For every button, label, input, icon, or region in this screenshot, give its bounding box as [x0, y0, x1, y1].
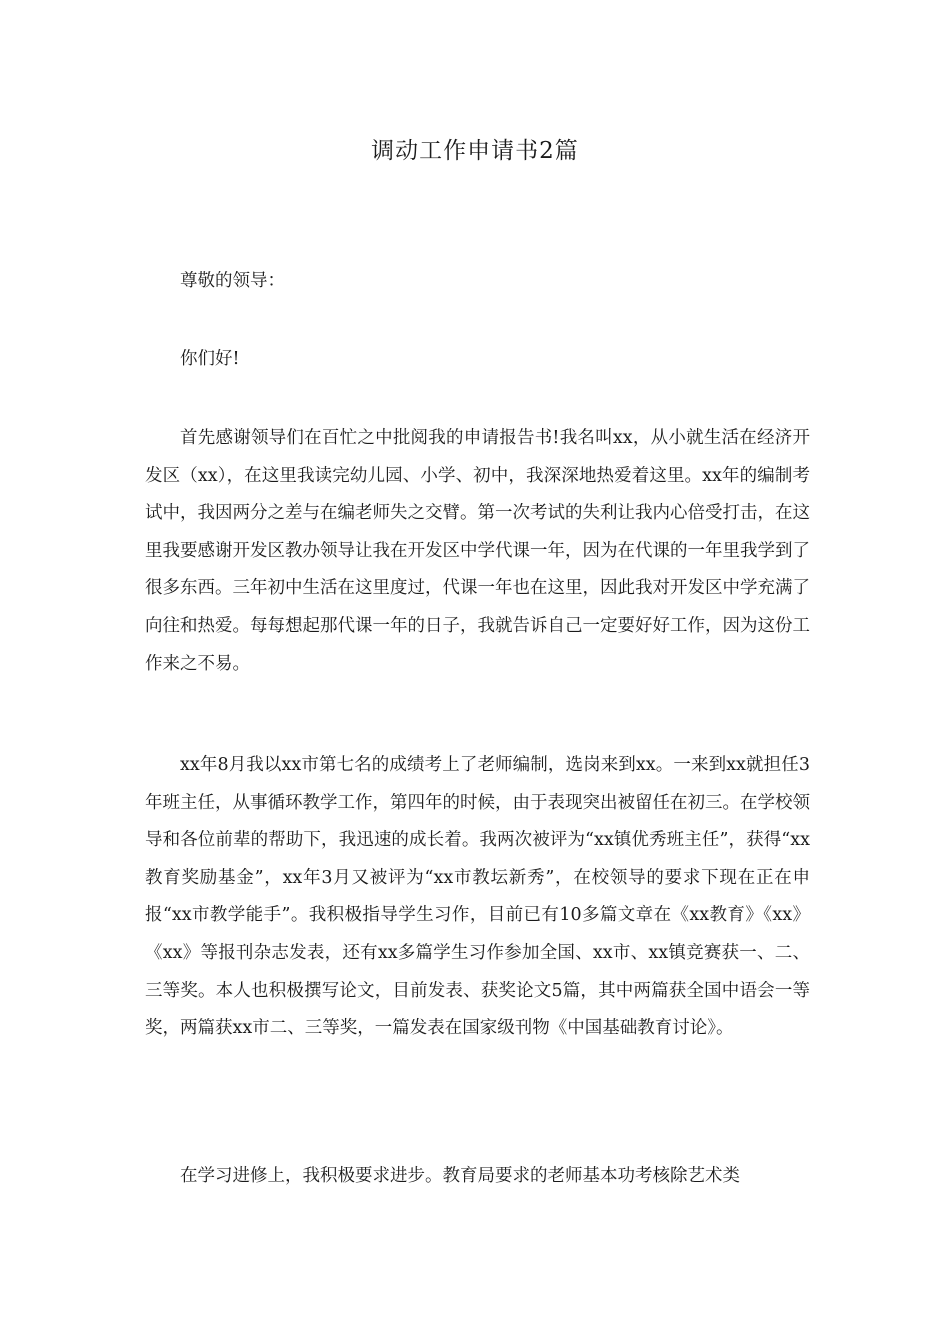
greeting: 你们好! [180, 349, 240, 369]
document-title: 调动工作申请书2篇 [371, 138, 579, 164]
salutation: 尊敬的领导： [180, 271, 285, 291]
body-paragraph: xx年8月我以xx市第七名的成绩考上了老师编制，选岗来到xx。一来到xx就担任3年班主任，从事循环教学工作，第四年的时候，由于表现突出被留任在初三。在学校领导和各位前辈的帮助下，我迅速的成长着。我两次被评为“xx镇优秀班主任”，获得“xx教育奖励基金”，xx年3月又被评为“xx市教坛新秀”，在校领导的要求下现在正在申报“xx市教学能手”。我积极指导学生习作，目前已有10多篇文章在《xx教育》《xx》《xx》等报刊杂志发表，还有xx多篇学生习作参加全国、xx市、xx镇竞赛获一、二、三等奖。本人也积极撰写论文，目前发表、获奖论文5篇，其中两篇获全国中语会一等奖，两篇获xx市二、三等奖，一篇发表在国家级刊物《中国基础教育讨论》。 [145, 755, 810, 1039]
body-paragraph: 首先感谢领导们在百忙之中批阅我的申请报告书!我名叫xx，从小就生活在经济开发区（xx），在这里我读完幼儿园、小学、初中，我深深地热爱着这里。xx年的编制考试中，我因两分之差与在编老师失之交臂。第一次考试的失利让我内心倍受打击，在这里我要感谢开发区教办领导让我在开发区中学代课一年，因为在代课的一年里我学到了很多东西。三年初中生活在这里度过，代课一年也在这里，因此我对开发区中学充满了向往和热爱。每每想起那代课一年的日子，我就告诉自己一定要好好工作，因为这份工作来之不易。 [145, 428, 810, 674]
body-paragraph: 在学习进修上，我积极要求进步。教育局要求的老师基本功考核除艺术类 [180, 1166, 740, 1186]
